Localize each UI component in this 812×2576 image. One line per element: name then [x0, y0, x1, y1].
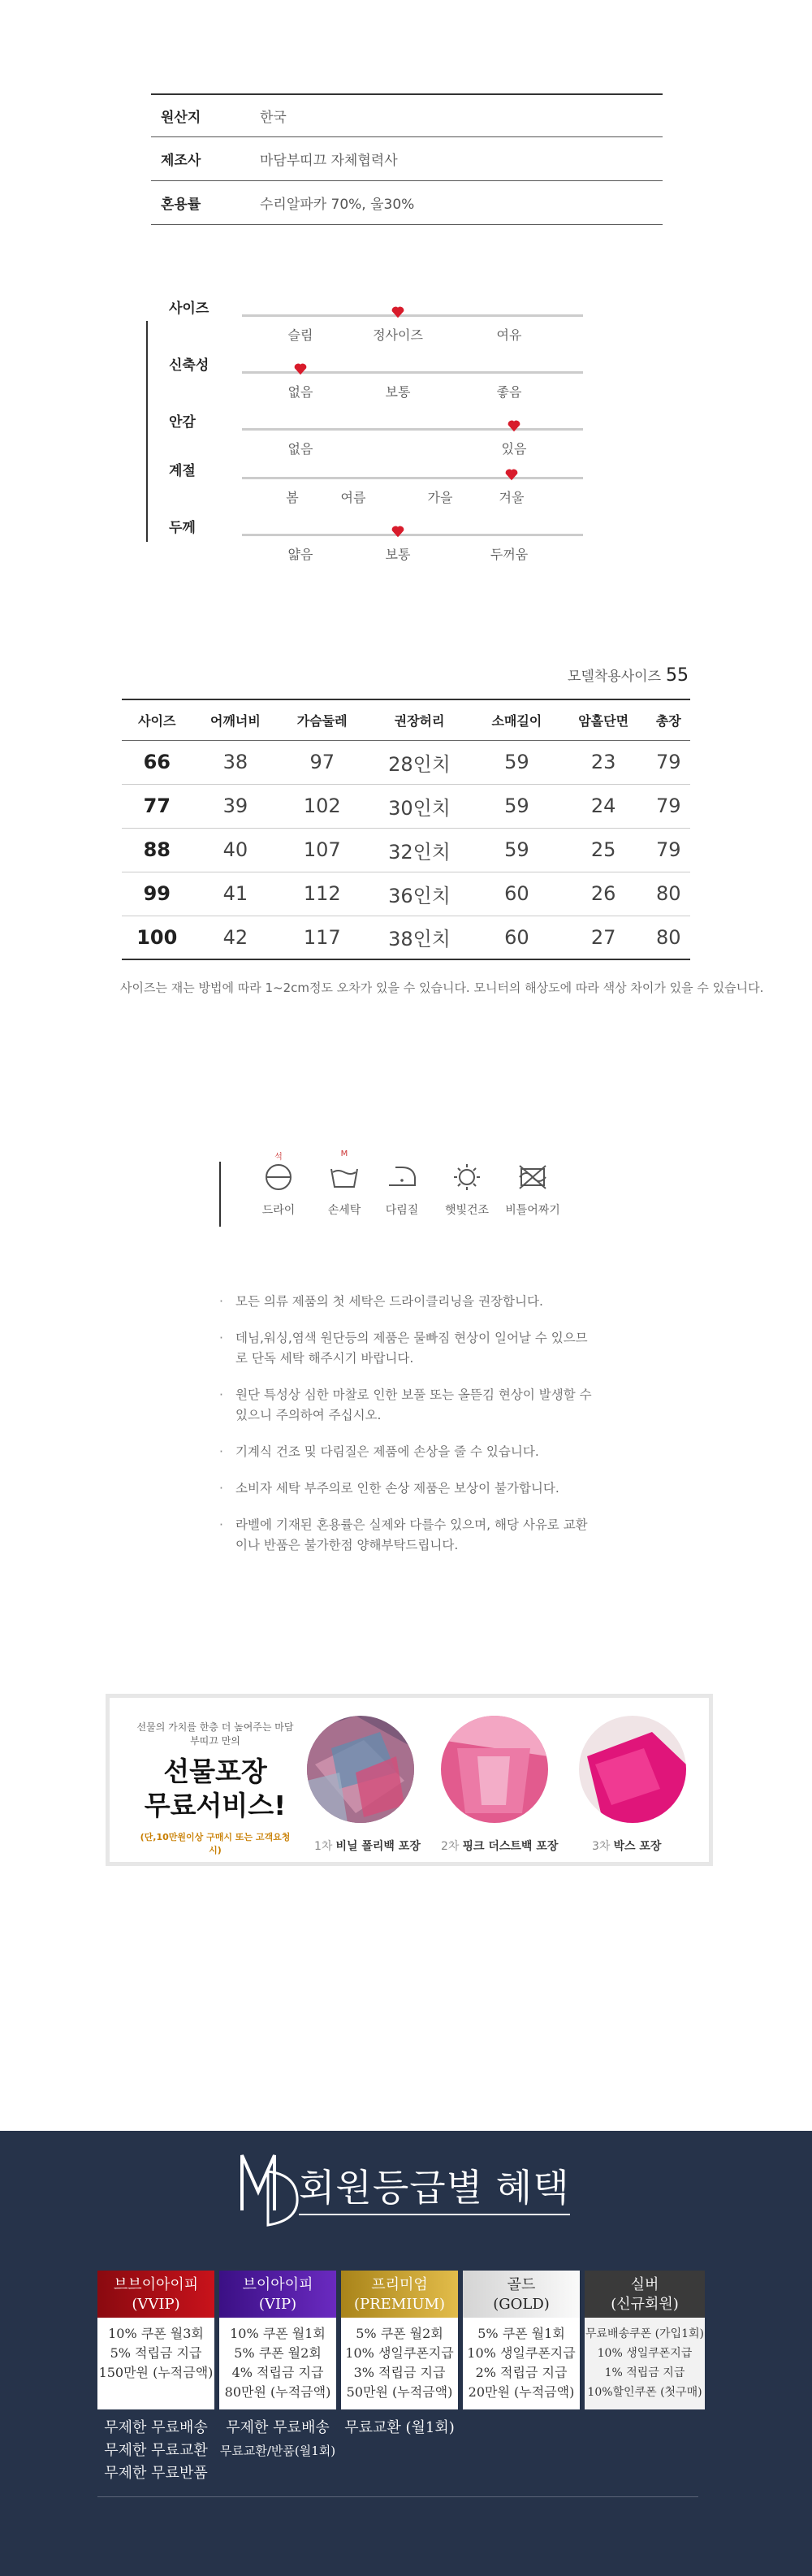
attr-label: 두께 [169, 520, 196, 536]
attr-track [242, 534, 583, 536]
care-tag: M [340, 1149, 348, 1158]
info-value: 수리알파카 70%, 울30% [260, 197, 415, 213]
care-note: · 데님,워싱,염색 원단등의 제품은 물빠짐 현상이 일어날 수 있으므로 단독 세탁 해주시기 바랍니다. [219, 1328, 593, 1369]
box-package-image [579, 1716, 686, 1823]
table-row [122, 916, 690, 959]
table-cell: 42 [192, 916, 279, 959]
attr-option: 있음 [501, 441, 527, 457]
care-tag: 석 [274, 1153, 283, 1162]
tier-name: 골드 [507, 2276, 536, 2293]
table-cell: 30인치 [365, 784, 473, 828]
tier-benefits [219, 2318, 336, 2409]
tier-name: 브브이아이피 [113, 2276, 199, 2293]
model-size [568, 665, 689, 686]
tier-name: 브이아이피 [242, 2276, 313, 2293]
tier-benefit: 10% 생일쿠폰지급 [345, 2345, 454, 2361]
care-notes [219, 1292, 593, 1572]
gift-step: 1차 [314, 1840, 333, 1853]
membership-divider [97, 2496, 698, 2497]
tier-header [463, 2271, 580, 2318]
tier-benefits [463, 2318, 580, 2409]
table-cell: 23 [560, 740, 647, 784]
gift-title-line: 선물포장 [163, 1756, 267, 1787]
tier-sub: (PREMIUM) [354, 2296, 445, 2313]
gift-option-label [314, 1838, 421, 1854]
table-cell: 36인치 [365, 872, 473, 916]
care-note: · 라벨에 기재된 혼용률은 실제와 다를수 있으며, 해당 사유로 교환이나 반품은 불가한점 양해부탁드립니다. [219, 1515, 593, 1556]
size-table-header: 어깨너비 [192, 699, 279, 740]
tier-benefit: 5% 쿠폰 월2회 [234, 2345, 322, 2361]
tier-extra-item: 무료교환/반품(월1회) [219, 2444, 336, 2458]
care-item [369, 1158, 434, 1218]
attr-option: 보통 [385, 384, 411, 400]
tier-benefit: 10% 쿠폰 월1회 [230, 2326, 326, 2341]
care-note: · 원단 특성상 심한 마찰로 인한 보풀 또는 올뜯김 현상이 발생할 수 있으니 주의하여 주십시오. [219, 1385, 593, 1426]
tier-sub: (신규회원) [611, 2296, 679, 2313]
attr-label: 계절 [169, 463, 196, 479]
table-cell: 39 [192, 784, 279, 828]
gift-title [134, 1755, 296, 1823]
pink-dustbag-image [441, 1716, 548, 1823]
care-label: 비틀어짜기 [505, 1204, 560, 1217]
tier-extra-item: 무제한 무료배송 [104, 2419, 208, 2436]
gift-title-line: 무료서비스! [144, 1790, 287, 1821]
size-table-header: 소매길이 [473, 699, 560, 740]
attr-option: 좋음 [496, 384, 522, 400]
attr-option: 봄 [286, 490, 299, 505]
size-table-header: 사이즈 [122, 699, 192, 740]
attr-option: 겨울 [499, 490, 525, 505]
gift-option-label [592, 1838, 661, 1854]
tier-benefit: 80만원 (누적금액) [224, 2384, 331, 2400]
table-row [122, 828, 690, 872]
membership-section [0, 2131, 812, 2576]
table-cell: 80 [647, 872, 690, 916]
table-cell: 60 [473, 872, 560, 916]
size-table [122, 699, 690, 960]
info-row [151, 181, 663, 225]
gift-step: 2차 [441, 1840, 460, 1853]
attr-option: 얇음 [287, 547, 313, 562]
attr-row [146, 353, 585, 402]
product-info-table [151, 93, 663, 225]
model-size-label: 모델착용사이즈 [568, 669, 661, 685]
info-row [151, 137, 663, 181]
fit-attributes [146, 297, 585, 565]
table-cell: 88 [122, 828, 192, 872]
tier-header [97, 2271, 214, 2318]
info-key: 원산지 [161, 110, 201, 126]
table-cell: 26 [560, 872, 647, 916]
attr-track [242, 314, 583, 317]
tier-benefit: 10% 쿠폰 월3회 [108, 2326, 204, 2341]
tier-header [585, 2271, 705, 2318]
attr-option: 슬림 [287, 327, 313, 343]
gift-option-name: 핑크 더스트백 포장 [462, 1840, 559, 1853]
table-row [122, 872, 690, 916]
table-cell: 79 [647, 740, 690, 784]
tier-sub: (GOLD) [493, 2296, 550, 2313]
tier-benefits [341, 2318, 458, 2409]
gift-option-label [441, 1838, 558, 1854]
heart-icon [391, 524, 405, 539]
tier-benefit: 1% 적립금 지급 [604, 2366, 685, 2379]
tier-benefits [585, 2318, 705, 2409]
tier-name: 프리미엄 [371, 2276, 428, 2293]
gift-option-name: 비닐 폴리백 포장 [335, 1840, 421, 1853]
table-cell: 79 [647, 784, 690, 828]
md-logo-icon [235, 2147, 300, 2228]
table-cell: 79 [647, 828, 690, 872]
table-cell: 102 [279, 784, 365, 828]
gift-option-name: 박스 포장 [613, 1840, 662, 1853]
care-label: 햇빛건조 [444, 1204, 490, 1217]
tier-benefit: 20만원 (누적금액) [468, 2384, 575, 2400]
table-cell: 40 [192, 828, 279, 872]
table-cell: 41 [192, 872, 279, 916]
care-item [500, 1158, 565, 1218]
attr-track [242, 477, 583, 479]
table-cell: 99 [122, 872, 192, 916]
tier-extra-item: 무제한 무료배송 [226, 2419, 330, 2436]
heart-icon [391, 305, 405, 319]
attr-label: 안감 [169, 414, 196, 431]
tier-sub: (VIP) [258, 2296, 297, 2313]
attr-row [146, 516, 585, 565]
tier-extra [219, 2417, 336, 2462]
care-note: · 모든 의류 제품의 첫 세탁은 드라이클리닝을 권장합니다. [219, 1292, 593, 1312]
care-note: · 소비자 세탁 부주의로 인한 손상 제품은 보상이 불가합니다. [219, 1478, 593, 1499]
attr-option: 두꺼움 [490, 547, 529, 562]
attr-option: 없음 [287, 384, 313, 400]
tier-extra-item: 무료교환 (월1회) [344, 2419, 455, 2436]
gift-condition: (단,10만원이상 구매시 또는 고객요청시) [140, 1832, 291, 1855]
table-cell: 38인치 [365, 916, 473, 959]
tier-benefit: 5% 적립금 지급 [110, 2345, 202, 2361]
attr-row [146, 459, 585, 508]
tier-benefit: 무료배송쿠폰 (가입1회) [585, 2327, 704, 2340]
attr-option: 여름 [340, 490, 366, 505]
tier-benefit: 150만원 (누적금액) [98, 2365, 214, 2380]
attr-option: 없음 [287, 441, 313, 457]
table-cell: 97 [279, 740, 365, 784]
tier-extra [97, 2417, 214, 2485]
attr-option: 보통 [385, 547, 411, 562]
care-item [246, 1153, 311, 1218]
heart-icon [504, 467, 519, 482]
table-cell: 25 [560, 828, 647, 872]
tier-extra-item: 무제한 무료반품 [104, 2465, 208, 2482]
tier-benefit: 5% 쿠폰 월2회 [356, 2326, 443, 2341]
table-cell: 112 [279, 872, 365, 916]
table-cell: 77 [122, 784, 192, 828]
info-key: 제조사 [161, 153, 201, 169]
table-cell: 59 [473, 740, 560, 784]
care-note: · 기계식 건조 및 다림질은 제품에 손상을 줄 수 있습니다. [219, 1442, 593, 1462]
table-row [122, 784, 690, 828]
tier-sub: (VVIP) [132, 2296, 180, 2313]
tier-benefits [97, 2318, 214, 2409]
table-cell: 59 [473, 828, 560, 872]
table-cell: 66 [122, 740, 192, 784]
info-value: 한국 [260, 110, 287, 126]
info-value: 마담부띠끄 자체협력사 [260, 153, 398, 169]
table-cell: 107 [279, 828, 365, 872]
attr-option: 정사이즈 [373, 327, 423, 343]
info-row [151, 93, 663, 137]
tier-benefit: 2% 적립금 지급 [475, 2365, 568, 2380]
care-item [312, 1149, 377, 1218]
hand-wash-icon [312, 1158, 377, 1197]
table-cell: 38 [192, 740, 279, 784]
tier-benefit: 4% 적립금 지급 [231, 2365, 324, 2380]
tier-benefit: 3% 적립금 지급 [353, 2365, 446, 2380]
gift-subtitle: 선물의 가치를 한층 더 높여주는 마담부띠끄 만의 [136, 1721, 294, 1747]
sun-dry-icon [434, 1158, 499, 1197]
care-label: 드라이 [261, 1204, 296, 1217]
tier-benefit: 10% 생일쿠폰지급 [467, 2345, 576, 2361]
attr-row [146, 297, 585, 345]
attr-option: 가을 [427, 490, 453, 505]
tier-header [219, 2271, 336, 2318]
iron-icon [369, 1158, 434, 1197]
size-table-header: 권장허리 [365, 699, 473, 740]
attr-label: 사이즈 [169, 301, 209, 317]
size-table-header: 암홀단면 [560, 699, 647, 740]
table-cell: 117 [279, 916, 365, 959]
attr-label: 신축성 [169, 357, 209, 374]
care-item [434, 1158, 499, 1218]
table-cell: 24 [560, 784, 647, 828]
heart-icon [293, 362, 308, 376]
table-cell: 100 [122, 916, 192, 959]
table-cell: 59 [473, 784, 560, 828]
gift-wrap-banner [106, 1694, 713, 1866]
size-table-header: 가슴둘레 [279, 699, 365, 740]
table-cell: 32인치 [365, 828, 473, 872]
attr-option: 여유 [496, 327, 522, 343]
size-note: 사이즈는 재는 방법에 따라 1~2cm정도 오차가 있을 수 있습니다. 모니터의 해상도에 따라 색상 차이가 있을 수 있습니다. [120, 981, 764, 995]
table-row [122, 740, 690, 784]
table-cell: 60 [473, 916, 560, 959]
tier-benefit: 5% 쿠폰 월1회 [477, 2326, 565, 2341]
size-table-header: 총장 [647, 699, 690, 740]
tier-extra-item: 무제한 무료교환 [104, 2442, 208, 2459]
vinyl-polybag-image [307, 1716, 414, 1823]
tier-benefit: 10% 생일쿠폰지급 [597, 2347, 693, 2360]
tier-extra [341, 2417, 458, 2440]
table-cell: 27 [560, 916, 647, 959]
care-label: 손세탁 [327, 1204, 361, 1217]
membership-title: 회원등급별 혜택 [299, 2158, 570, 2215]
no-wring-icon [500, 1158, 565, 1197]
gift-step: 3차 [592, 1840, 611, 1853]
table-cell: 28인치 [365, 740, 473, 784]
info-key: 혼용률 [161, 197, 201, 213]
tier-benefit: 50만원 (누적금액) [346, 2384, 453, 2400]
attr-track [242, 428, 583, 431]
dry-clean-icon [246, 1158, 311, 1197]
care-divider [219, 1162, 221, 1227]
tier-benefit: 10%할인쿠폰 (첫구매) [587, 2386, 702, 2399]
care-label: 다림질 [385, 1204, 419, 1217]
heart-icon [507, 418, 521, 433]
model-size-value: 55 [666, 665, 689, 686]
tier-header [341, 2271, 458, 2318]
attr-row [146, 410, 585, 459]
table-cell: 80 [647, 916, 690, 959]
tier-name: 실버 [630, 2276, 659, 2293]
